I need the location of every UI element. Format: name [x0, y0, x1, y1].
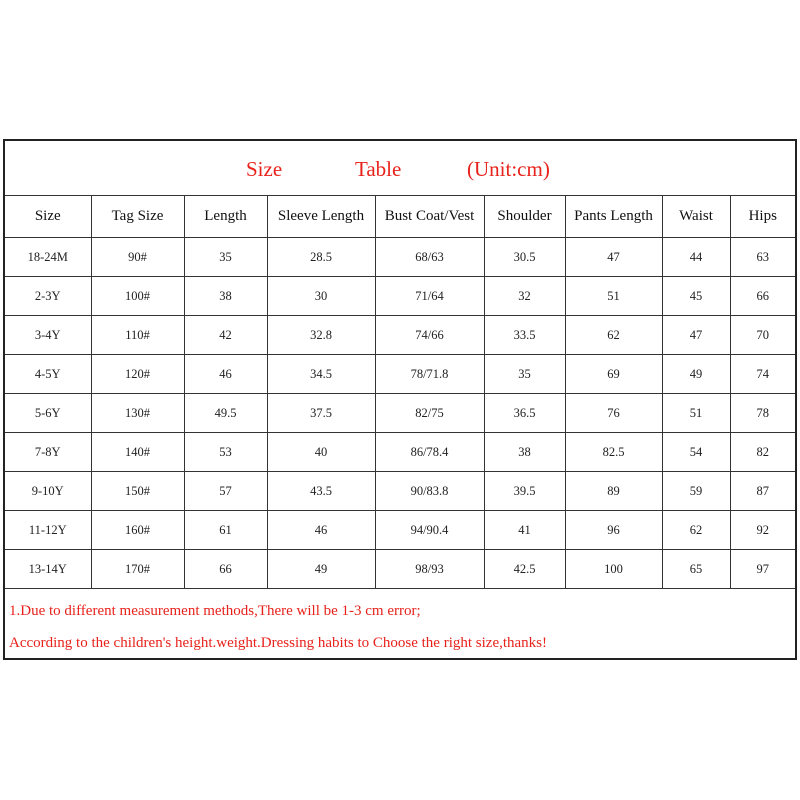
- table-cell: 90#: [91, 238, 184, 277]
- table-cell: 34.5: [267, 355, 375, 394]
- table-cell: 71/64: [375, 277, 484, 316]
- table-cell: 160#: [91, 511, 184, 550]
- table-cell: 13-14Y: [5, 550, 91, 589]
- table-cell: 51: [565, 277, 662, 316]
- table-cell: 82/75: [375, 394, 484, 433]
- table-cell: 69: [565, 355, 662, 394]
- table-cell: 140#: [91, 433, 184, 472]
- table-cell: 49.5: [184, 394, 267, 433]
- table-cell: 40: [267, 433, 375, 472]
- table-cell: 63: [730, 238, 795, 277]
- table-cell: 30: [267, 277, 375, 316]
- table-cell: 82.5: [565, 433, 662, 472]
- table-cell: 49: [267, 550, 375, 589]
- table-row: [5, 355, 795, 394]
- table-cell: 66: [184, 550, 267, 589]
- table-cell: 35: [184, 238, 267, 277]
- table-cell: 96: [565, 511, 662, 550]
- table-cell: 120#: [91, 355, 184, 394]
- table-cell: 38: [184, 277, 267, 316]
- table-cell: 2-3Y: [5, 277, 91, 316]
- table-row: [5, 394, 795, 433]
- table-cell: 41: [484, 511, 565, 550]
- column-header: Sleeve Length: [267, 196, 375, 238]
- note-choose-size: According to the children's height.weight.Dressing habits to Choose the right size,thanks!: [9, 635, 548, 651]
- table-cell: 86/78.4: [375, 433, 484, 472]
- table-cell: 74/66: [375, 316, 484, 355]
- table-cell: 94/90.4: [375, 511, 484, 550]
- table-cell: 46: [184, 355, 267, 394]
- table-row: [5, 316, 795, 355]
- table-cell: 110#: [91, 316, 184, 355]
- table-cell: 28.5: [267, 238, 375, 277]
- table-cell: 11-12Y: [5, 511, 91, 550]
- table-cell: 66: [730, 277, 795, 316]
- table-cell: 89: [565, 472, 662, 511]
- table-cell: 43.5: [267, 472, 375, 511]
- table-cell: 65: [662, 550, 730, 589]
- header-row: [5, 196, 795, 238]
- title-unit: (Unit:cm): [467, 157, 550, 181]
- table-cell: 92: [730, 511, 795, 550]
- table-cell: 78/71.8: [375, 355, 484, 394]
- table-row: [5, 550, 795, 589]
- table-cell: 87: [730, 472, 795, 511]
- table-cell: 76: [565, 394, 662, 433]
- table-cell: 35: [484, 355, 565, 394]
- table-cell: 42: [184, 316, 267, 355]
- table-cell: 32: [484, 277, 565, 316]
- title-size: Size: [246, 157, 283, 181]
- table-row: [5, 277, 795, 316]
- table-cell: 45: [662, 277, 730, 316]
- title-table: Table: [355, 157, 402, 181]
- table-cell: 70: [730, 316, 795, 355]
- table-cell: 82: [730, 433, 795, 472]
- column-header: Size: [5, 196, 91, 238]
- note-measurement-error: 1.Due to different measurement methods,There will be 1-3 cm error;: [9, 603, 421, 619]
- column-header: Pants Length: [565, 196, 662, 238]
- table-cell: 100: [565, 550, 662, 589]
- table-cell: 36.5: [484, 394, 565, 433]
- column-header: Waist: [662, 196, 730, 238]
- size-chart: [3, 139, 797, 660]
- table-cell: 32.8: [267, 316, 375, 355]
- table-cell: 53: [184, 433, 267, 472]
- table-cell: 57: [184, 472, 267, 511]
- table-cell: 3-4Y: [5, 316, 91, 355]
- table-cell: 47: [565, 238, 662, 277]
- table-row: [5, 238, 795, 277]
- column-header: Shoulder: [484, 196, 565, 238]
- table-row: [5, 472, 795, 511]
- table-cell: 98/93: [375, 550, 484, 589]
- table-cell: 51: [662, 394, 730, 433]
- table-cell: 38: [484, 433, 565, 472]
- table-cell: 18-24M: [5, 238, 91, 277]
- table-cell: 47: [662, 316, 730, 355]
- table-cell: 37.5: [267, 394, 375, 433]
- size-table: [5, 196, 795, 589]
- table-cell: 62: [565, 316, 662, 355]
- table-body: [5, 238, 795, 589]
- table-cell: 130#: [91, 394, 184, 433]
- table-cell: 78: [730, 394, 795, 433]
- table-cell: 7-8Y: [5, 433, 91, 472]
- table-cell: 46: [267, 511, 375, 550]
- table-cell: 90/83.8: [375, 472, 484, 511]
- table-cell: 62: [662, 511, 730, 550]
- table-cell: 97: [730, 550, 795, 589]
- table-cell: 44: [662, 238, 730, 277]
- column-header: Tag Size: [91, 196, 184, 238]
- table-cell: 49: [662, 355, 730, 394]
- table-cell: 100#: [91, 277, 184, 316]
- column-header: Bust Coat/Vest: [375, 196, 484, 238]
- table-cell: 30.5: [484, 238, 565, 277]
- column-header: Hips: [730, 196, 795, 238]
- table-row: [5, 511, 795, 550]
- table-cell: 5-6Y: [5, 394, 91, 433]
- table-cell: 39.5: [484, 472, 565, 511]
- column-header: Length: [184, 196, 267, 238]
- table-cell: 170#: [91, 550, 184, 589]
- notes: [5, 597, 795, 658]
- table-cell: 68/63: [375, 238, 484, 277]
- table-cell: 150#: [91, 472, 184, 511]
- table-cell: 74: [730, 355, 795, 394]
- table-cell: 9-10Y: [5, 472, 91, 511]
- table-cell: 54: [662, 433, 730, 472]
- table-cell: 4-5Y: [5, 355, 91, 394]
- table-cell: 42.5: [484, 550, 565, 589]
- table-cell: 61: [184, 511, 267, 550]
- table-cell: 33.5: [484, 316, 565, 355]
- table-row: [5, 433, 795, 472]
- title-row: [5, 141, 795, 196]
- table-cell: 59: [662, 472, 730, 511]
